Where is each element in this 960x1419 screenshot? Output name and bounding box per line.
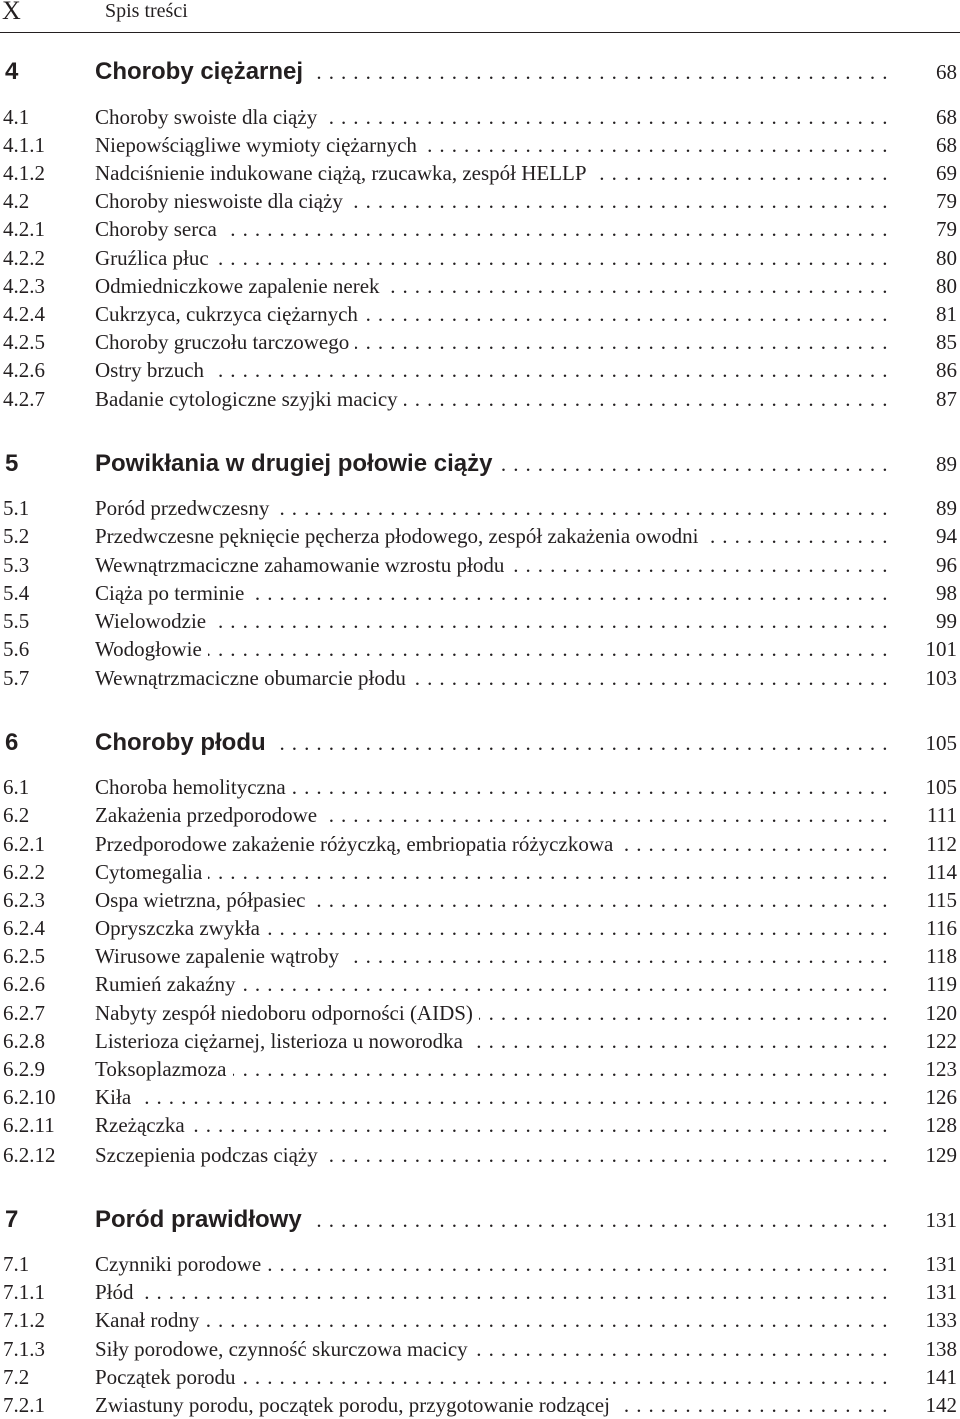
toc-entry-title: Choroby nieswoiste dla ciąży xyxy=(95,189,349,213)
toc-entry-title: Czynniki porodowe xyxy=(95,1252,267,1276)
toc-entry-number: 7.1 xyxy=(3,1252,30,1276)
toc-entry-title-with-leader xyxy=(95,858,895,886)
toc-entry-title-with-leader xyxy=(95,1250,895,1278)
toc-entry-title-with-leader xyxy=(95,942,895,970)
toc-entry-page: 81 xyxy=(936,302,957,326)
toc-entry-number: 4.2.4 xyxy=(3,302,45,326)
toc-entry-page: 79 xyxy=(936,217,957,241)
toc-entry-row[interactable] xyxy=(0,1250,960,1278)
toc-entry-row[interactable] xyxy=(0,494,960,522)
toc-entry-title: Niepowściągliwe wymioty ciężarnych xyxy=(95,133,423,157)
toc-entry-title-with-leader xyxy=(95,999,895,1027)
toc-entry-row[interactable] xyxy=(0,244,960,272)
toc-entry-page: 80 xyxy=(936,246,957,270)
toc-entry-page: 87 xyxy=(936,387,957,411)
toc-entry-row[interactable] xyxy=(0,187,960,215)
toc-entry-number: 7.2 xyxy=(3,1365,30,1389)
toc-entry-title-with-leader xyxy=(95,664,895,692)
toc-entry-number: 4.2.7 xyxy=(3,387,45,411)
toc-entry-page: 142 xyxy=(925,1393,957,1417)
toc-entry-number: 6.2.3 xyxy=(3,888,45,912)
toc-entry-page: 80 xyxy=(936,274,957,298)
toc-entry-row[interactable] xyxy=(0,914,960,942)
toc-entry-number: 6.2 xyxy=(3,803,30,827)
toc-entry-title-with-leader xyxy=(95,551,895,579)
toc-entry-page: 112 xyxy=(926,832,957,856)
page-header xyxy=(0,0,960,33)
toc-entry-title: Szczepienia podczas ciąży xyxy=(95,1143,324,1167)
toc-entry-row[interactable] xyxy=(0,551,960,579)
toc-entry-page: 111 xyxy=(927,803,957,827)
toc-entry-number: 6.2.1 xyxy=(3,832,45,856)
toc-entry-page: 114 xyxy=(926,860,957,884)
toc-entry-title-with-leader xyxy=(95,522,895,550)
toc-entry-page: 131 xyxy=(925,1280,957,1304)
toc-entry-row[interactable] xyxy=(0,522,960,550)
toc-entry-title: Wielowodzie xyxy=(95,609,212,633)
toc-entry-title: Cytomegalia xyxy=(95,860,208,884)
toc-entry-number: 5.1 xyxy=(3,496,30,520)
toc-entry-number: 5.7 xyxy=(3,666,30,690)
toc-entry-number: 6.2.12 xyxy=(3,1143,56,1167)
toc-entry-title-with-leader xyxy=(95,1335,895,1363)
toc-entry-number: 6.2.5 xyxy=(3,944,45,968)
toc-entry-row[interactable] xyxy=(0,579,960,607)
toc-entry-row[interactable] xyxy=(0,1335,960,1363)
toc-entry-title: Toksoplazmoza xyxy=(95,1057,233,1081)
toc-entry-title-with-leader xyxy=(95,1391,895,1419)
toc-entry-row[interactable] xyxy=(0,131,960,159)
toc-entry-page: 103 xyxy=(925,666,957,690)
toc-entry-title: Odmiedniczkowe zapalenie nerek xyxy=(95,274,386,298)
toc-entry-page: 133 xyxy=(925,1308,957,1332)
toc-entry-row[interactable] xyxy=(0,970,960,998)
toc-entry-title-with-leader xyxy=(95,1083,895,1111)
toc-entry-title: Opryszczka zwykła xyxy=(95,916,266,940)
toc-entry-number: 4.1.1 xyxy=(3,133,45,157)
toc-entry-title: Kiła xyxy=(95,1085,137,1109)
toc-entry-title: Rzeżączka xyxy=(95,1113,191,1137)
toc-entry-row[interactable] xyxy=(0,1027,960,1055)
toc-entry-title: Nabyty zespół niedoboru odporności (AIDS) xyxy=(95,1001,479,1025)
toc-entry-number: 4.1.2 xyxy=(3,161,45,185)
toc-entry-title-with-leader xyxy=(95,131,895,159)
toc-entry-number: 7.1.3 xyxy=(3,1337,45,1361)
toc-entry-page: 98 xyxy=(936,581,957,605)
toc-entry-page: 141 xyxy=(925,1365,957,1389)
toc-entry-title-with-leader xyxy=(95,494,895,522)
toc-chapter-row[interactable] xyxy=(0,729,960,757)
toc-entry-page: 118 xyxy=(926,944,957,968)
toc-entry-title-with-leader xyxy=(95,159,895,187)
toc-entry-title: Płód xyxy=(95,1280,140,1304)
toc-entry-number: 4.2.1 xyxy=(3,217,45,241)
toc-entry-row[interactable] xyxy=(0,1363,960,1391)
toc-entry-page: 138 xyxy=(925,1337,957,1361)
toc-entry-number: 4.2.6 xyxy=(3,358,45,382)
toc-entry-title-with-leader xyxy=(95,970,895,998)
toc-entry-number: 4 xyxy=(5,58,19,85)
toc-entry-title: Choroby serca xyxy=(95,217,223,241)
toc-entry-title-with-leader xyxy=(95,729,895,757)
toc-entry-title-with-leader xyxy=(95,635,895,663)
toc-entry-number: 4.2.2 xyxy=(3,246,45,270)
toc-entry-number: 6.2.2 xyxy=(3,860,45,884)
toc-entry-number: 5.5 xyxy=(3,609,30,633)
toc-entry-title-with-leader xyxy=(95,1055,895,1083)
toc-entry-number: 6.2.4 xyxy=(3,916,45,940)
toc-entry-title-with-leader xyxy=(95,215,895,243)
toc-entry-row[interactable] xyxy=(0,607,960,635)
toc-entry-title: Choroby gruczołu tarczowego xyxy=(95,330,355,354)
toc-entry-number: 6.2.6 xyxy=(3,972,45,996)
toc-entry-title-with-leader xyxy=(95,328,895,356)
toc-chapter-row[interactable] xyxy=(0,1206,960,1234)
toc-entry-title: Siły porodowe, czynność skurczowa macicy xyxy=(95,1337,474,1361)
toc-entry-page: 105 xyxy=(925,775,957,799)
toc-entry-title: Zwiastuny porodu, początek porodu, przygotowanie rodzącej xyxy=(95,1393,616,1417)
toc-entry-title-with-leader xyxy=(95,103,895,131)
toc-entry-title: Przedporodowe zakażenie różyczką, embriopatia różyczkowa xyxy=(95,832,619,856)
toc-entry-number: 5.3 xyxy=(3,553,30,577)
toc-entry-title-with-leader xyxy=(95,356,895,384)
toc-entry-page: 96 xyxy=(936,553,957,577)
toc-entry-title: Wewnątrzmaciczne obumarcie płodu xyxy=(95,666,412,690)
toc-entry-title-with-leader xyxy=(95,1027,895,1055)
toc-entry-page: 128 xyxy=(925,1113,957,1137)
toc-entry-page: 120 xyxy=(925,1001,957,1025)
toc-entry-title-with-leader xyxy=(95,1363,895,1391)
toc-entry-title: Wirusowe zapalenie wątroby xyxy=(95,944,345,968)
toc-entry-page: 131 xyxy=(925,1208,957,1232)
toc-entry-title: Powikłania w drugiej połowie ciąży xyxy=(95,450,498,477)
toc-chapter-row[interactable] xyxy=(0,450,960,478)
toc-entry-page: 85 xyxy=(936,330,957,354)
toc-entry-row[interactable] xyxy=(0,635,960,663)
toc-entry-page: 79 xyxy=(936,189,957,213)
toc-entry-title: Choroby ciężarnej xyxy=(95,58,309,85)
toc-entry-title-with-leader xyxy=(95,450,895,478)
toc-entry-title-with-leader xyxy=(95,1306,895,1334)
toc-entry-title-with-leader xyxy=(95,914,895,942)
toc-entry-row[interactable] xyxy=(0,300,960,328)
toc-entry-row[interactable] xyxy=(0,664,960,692)
toc-entry-number: 5 xyxy=(5,450,19,477)
toc-entry-page: 99 xyxy=(936,609,957,633)
toc-entry-number: 7.1.1 xyxy=(3,1280,45,1304)
toc-entry-page: 105 xyxy=(925,731,957,755)
toc-entry-title-with-leader xyxy=(95,272,895,300)
page-number: X xyxy=(2,0,21,25)
toc-entry-number: 4.2 xyxy=(3,189,30,213)
toc-entry-title-with-leader xyxy=(95,1111,895,1139)
toc-entry-number: 5.6 xyxy=(3,637,30,661)
toc-entry-number: 4.1 xyxy=(3,105,30,129)
toc-entry-title-with-leader xyxy=(95,1141,895,1169)
toc-entry-title: Badanie cytologiczne szyjki macicy xyxy=(95,387,404,411)
toc-entry-page: 68 xyxy=(936,60,957,84)
toc-entry-title: Cukrzyca, cukrzyca ciężarnych xyxy=(95,302,364,326)
toc-entry-title: Ciąża po terminie xyxy=(95,581,250,605)
toc-entry-number: 5.4 xyxy=(3,581,30,605)
toc-entry-page: 131 xyxy=(925,1252,957,1276)
toc-entry-page: 129 xyxy=(925,1143,957,1167)
toc-entry-number: 6.2.11 xyxy=(3,1113,55,1137)
toc-entry-title-with-leader xyxy=(95,607,895,635)
toc-entry-number: 7 xyxy=(5,1206,19,1233)
toc-entry-page: 89 xyxy=(936,496,957,520)
toc-entry-number: 6.2.9 xyxy=(3,1057,45,1081)
toc-entry-number: 7.1.2 xyxy=(3,1308,45,1332)
toc-entry-row[interactable] xyxy=(0,858,960,886)
toc-entry-page: 68 xyxy=(936,105,957,129)
toc-entry-number: 6.2.10 xyxy=(3,1085,56,1109)
toc-entry-row[interactable] xyxy=(0,215,960,243)
toc-entry-number: 6.2.7 xyxy=(3,1001,45,1025)
toc-entry-title-with-leader xyxy=(95,773,895,801)
toc-entry-page: 115 xyxy=(926,888,957,912)
toc-entry-row[interactable] xyxy=(0,830,960,858)
toc-entry-page: 116 xyxy=(926,916,957,940)
toc-entry-page: 123 xyxy=(925,1057,957,1081)
toc-entry-row[interactable] xyxy=(0,1278,960,1306)
toc-entry-title: Początek porodu xyxy=(95,1365,242,1389)
toc-entry-number: 7.2.1 xyxy=(3,1393,45,1417)
toc-entry-page: 86 xyxy=(936,358,957,382)
toc-entry-title-with-leader xyxy=(95,187,895,215)
toc-entry-title-with-leader xyxy=(95,830,895,858)
toc-entry-page: 94 xyxy=(936,524,957,548)
toc-entry-number: 6 xyxy=(5,729,19,756)
toc-entry-page: 101 xyxy=(925,637,957,661)
toc-entry-title-with-leader xyxy=(95,886,895,914)
toc-entry-title: Wodogłowie xyxy=(95,637,208,661)
running-title: Spis treści xyxy=(105,0,188,22)
toc-entry-page: 126 xyxy=(925,1085,957,1109)
toc-entry-number: 4.2.3 xyxy=(3,274,45,298)
toc-entry-row[interactable] xyxy=(0,1111,960,1139)
toc-entry-title: Choroba hemolityczna xyxy=(95,775,292,799)
toc-entry-title: Wewnątrzmaciczne zahamowanie wzrostu płodu xyxy=(95,553,510,577)
toc-entry-page: 119 xyxy=(926,972,957,996)
toc-entry-number: 5.2 xyxy=(3,524,30,548)
toc-entry-row[interactable] xyxy=(0,159,960,187)
toc-entry-row[interactable] xyxy=(0,385,960,413)
toc-entry-title: Choroby swoiste dla ciąży xyxy=(95,105,323,129)
toc-entry-title: Zakażenia przedporodowe xyxy=(95,803,323,827)
toc-entry-title-with-leader xyxy=(95,244,895,272)
toc-entry-title: Poród przedwczesny xyxy=(95,496,275,520)
toc-entry-row[interactable] xyxy=(0,1306,960,1334)
toc-entry-row[interactable] xyxy=(0,356,960,384)
toc-entry-title-with-leader xyxy=(95,801,895,829)
toc-entry-page: 68 xyxy=(936,133,957,157)
toc-entry-number: 6.1 xyxy=(3,775,30,799)
toc-entry-title-with-leader xyxy=(95,1206,895,1234)
toc-entry-row[interactable] xyxy=(0,773,960,801)
toc-entry-title: Nadciśnienie indukowane ciążą, rzucawka, zespół HELLP xyxy=(95,161,593,185)
toc-entry-row[interactable] xyxy=(0,1055,960,1083)
toc-entry-title-with-leader xyxy=(95,385,895,413)
toc-entry-row[interactable] xyxy=(0,1391,960,1419)
toc-entry-title-with-leader xyxy=(95,300,895,328)
toc-entry-row[interactable] xyxy=(0,328,960,356)
toc-entry-row[interactable] xyxy=(0,999,960,1027)
toc-entry-title: Przedwczesne pęknięcie pęcherza płodowego, zespół zakażenia owodni xyxy=(95,524,704,548)
toc-entry-title: Poród prawidłowy xyxy=(95,1206,308,1233)
toc-entry-row[interactable] xyxy=(0,1141,960,1169)
toc-entry-title: Choroby płodu xyxy=(95,729,272,756)
toc-entry-title-with-leader xyxy=(95,1278,895,1306)
toc-entry-row[interactable] xyxy=(0,272,960,300)
toc-entry-title: Kanał rodny xyxy=(95,1308,205,1332)
toc-entry-row[interactable] xyxy=(0,801,960,829)
toc-chapter-row[interactable] xyxy=(0,58,960,86)
toc-entry-row[interactable] xyxy=(0,1083,960,1111)
toc-entry-title: Rumień zakaźny xyxy=(95,972,242,996)
toc-entry-page: 122 xyxy=(925,1029,957,1053)
toc-entry-number: 4.2.5 xyxy=(3,330,45,354)
toc-entry-page: 89 xyxy=(936,452,957,476)
toc-entry-page: 69 xyxy=(936,161,957,185)
toc-entry-row[interactable] xyxy=(0,886,960,914)
toc-entry-title-with-leader xyxy=(95,58,895,86)
toc-entry-title-with-leader xyxy=(95,579,895,607)
toc-entry-row[interactable] xyxy=(0,942,960,970)
toc-entry-title: Ostry brzuch xyxy=(95,358,210,382)
toc-entry-row[interactable] xyxy=(0,103,960,131)
toc-entry-title: Listerioza ciężarnej, listerioza u noworodka xyxy=(95,1029,469,1053)
toc-entry-number: 6.2.8 xyxy=(3,1029,45,1053)
toc-entry-title: Ospa wietrzna, półpasiec xyxy=(95,888,312,912)
toc-entry-title: Gruźlica płuc xyxy=(95,246,215,270)
